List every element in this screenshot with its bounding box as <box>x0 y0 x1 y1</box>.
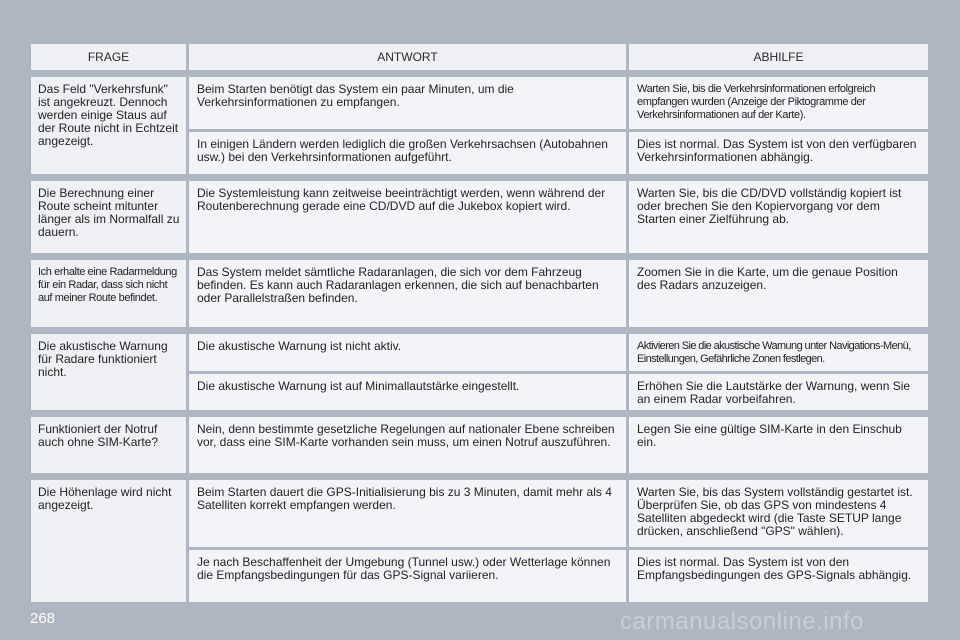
header-antwort: ANTWORT <box>189 44 626 70</box>
answer-cell: Beim Starten benötigt das System ein paar Minuten, um die Verkehrsinformationen zu empfangen. <box>189 77 626 129</box>
question-cell: Das Feld "Verkehrsfunk" ist angekreuzt. Dennoch werden einige Staus auf der Route nicht in Echtzeit angezeigt. <box>31 77 186 174</box>
question-cell: Ich erhalte eine Radarmeldung für ein Radar, dass sich nicht auf meiner Route befindet. <box>31 260 186 327</box>
remedy-cell: Erhöhen Sie die Lautstärke der Warnung, wenn Sie an einem Radar vorbeifahren. <box>629 374 928 410</box>
table-row <box>189 260 928 327</box>
remedy-cell: Warten Sie, bis die CD/DVD vollständig kopiert ist oder brechen Sie den Kopiervorgang vor dem Starten einer Zielführung ab. <box>629 181 928 253</box>
answer-cell: Beim Starten dauert die GPS-Initialisierung bis zu 3 Minuten, damit mehr als 4 Satelliten korrekt empfangen werden. <box>189 480 626 547</box>
table-row <box>189 374 928 410</box>
table-row <box>189 181 928 253</box>
remedy-cell: Dies ist normal. Das System ist von den verfügbaren Verkehrsinformationen abhängig. <box>629 132 928 174</box>
header-frage: FRAGE <box>31 44 186 70</box>
troubleshooting-table <box>31 44 928 602</box>
answer-cell: Die akustische Warnung ist nicht aktiv. <box>189 334 626 371</box>
answer-cell: Nein, denn bestimmte gesetzliche Regelungen auf nationaler Ebene schreiben vor, dass eine SIM-Karte vorhanden sein muss, um einen Notruf auszuführen. <box>189 417 626 473</box>
table-group <box>31 260 928 327</box>
table-header <box>31 44 928 70</box>
table-row <box>189 334 928 371</box>
question-cell: Die akustische Warnung für Radare funktioniert nicht. <box>31 334 186 410</box>
table-row <box>189 417 928 473</box>
remedy-cell: Zoomen Sie in die Karte, um die genaue Position des Radars anzuzeigen. <box>629 260 928 327</box>
table-row <box>189 132 928 174</box>
remedy-cell: Aktivieren Sie die akustische Warnung unter Navigations-Menü, Einstellungen, Gefährliche Zonen festlegen. <box>629 334 928 371</box>
table-group <box>31 417 928 473</box>
remedy-cell: Legen Sie eine gültige SIM-Karte in den Einschub ein. <box>629 417 928 473</box>
answer-cell: Die Systemleistung kann zeitweise beeinträchtigt werden, wenn während der Routenberechnung gerade eine CD/DVD auf die Jukebox kopiert wird. <box>189 181 626 253</box>
table-row <box>189 480 928 547</box>
page-number: 268 <box>30 610 56 627</box>
table-group <box>31 480 928 602</box>
remedy-cell: Warten Sie, bis das System vollständig gestartet ist. Überprüfen Sie, ob das GPS von mindestens 4 Satelliten abgedeckt wird (die Taste SETUP lange drücken, anschließend "GPS" wählen). <box>629 480 928 547</box>
table-group <box>31 77 928 174</box>
remedy-cell: Dies ist normal. Das System ist von den Empfangsbedingungen des GPS-Signals abhängig. <box>629 550 928 602</box>
question-cell: Die Berechnung einer Route scheint mitunter länger als im Normalfall zu dauern. <box>31 181 186 253</box>
answer-cell: Das System meldet sämtliche Radaranlagen, die sich vor dem Fahrzeug befinden. Es kann auch Radaranlagen erkennen, die sich auf benachbarten oder Parallelstraßen befinden. <box>189 260 626 327</box>
answer-cell: In einigen Ländern werden lediglich die großen Verkehrsachsen (Autobahnen usw.) bei den Verkehrsinformationen aufgeführt. <box>189 132 626 174</box>
question-cell: Funktioniert der Notruf auch ohne SIM-Karte? <box>31 417 186 473</box>
header-abhilfe: ABHILFE <box>629 44 928 70</box>
table-group <box>31 181 928 253</box>
table-group <box>31 334 928 410</box>
remedy-cell: Warten Sie, bis die Verkehrsinformationen erfolgreich empfangen wurden (Anzeige der Piktogramme der Verkehrsinformationen auf der Karte). <box>629 77 928 129</box>
answer-cell: Je nach Beschaffenheit der Umgebung (Tunnel usw.) oder Wetterlage können die Empfangsbedingungen für das GPS-Signal variieren. <box>189 550 626 602</box>
table-row <box>189 77 928 129</box>
answer-cell: Die akustische Warnung ist auf Minimallautstärke eingestellt. <box>189 374 626 410</box>
question-cell: Die Höhenlage wird nicht angezeigt. <box>31 480 186 602</box>
watermark-text: carmanualsonline.info <box>620 608 864 635</box>
table-row <box>189 550 928 602</box>
